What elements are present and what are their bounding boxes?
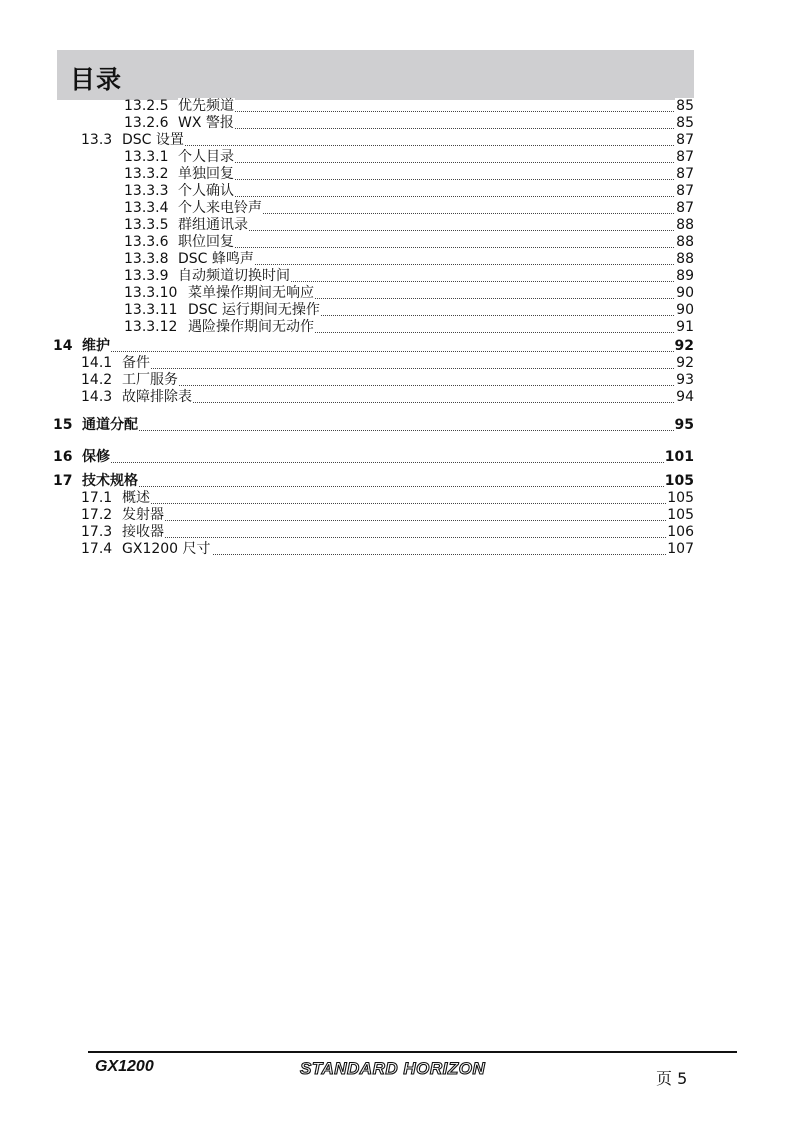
toc-entry-number: 13.3.8 (124, 251, 169, 267)
toc-entry-number: 13.3.11 (124, 302, 178, 318)
header-band (57, 50, 694, 100)
toc-entry[interactable] (0, 524, 791, 541)
toc-entry-number: 17.1 (81, 490, 113, 506)
toc-dot-leader (178, 150, 694, 163)
toc-entry[interactable] (0, 389, 791, 406)
toc-entry-title: 个人来电铃声 (178, 200, 262, 216)
toc-entry-page: 88 (676, 234, 694, 250)
toc-dot-leader (178, 235, 694, 248)
toc-entry-title: 概述 (122, 490, 150, 506)
toc-chapter-entry[interactable] (0, 473, 791, 490)
toc-entry-page: 106 (667, 524, 694, 540)
toc-entry-page: 88 (676, 251, 694, 267)
toc-entry-title: 遇险操作期间无动作 (188, 319, 314, 335)
toc-entry[interactable] (0, 372, 791, 389)
toc-entry-number: 14.2 (81, 372, 113, 388)
toc-dot-leader (122, 356, 694, 369)
toc-entry-title: 菜单操作期间无响应 (188, 285, 314, 301)
toc-entry-title: 个人目录 (178, 149, 234, 165)
toc-dot-leader (122, 491, 694, 504)
toc-entry-page: 85 (676, 98, 694, 114)
toc-entry-number: 13.3.5 (124, 217, 169, 233)
toc-entry-title: 保修 (82, 449, 110, 465)
toc-entry[interactable] (0, 302, 791, 319)
toc-entry-number: 13.3 (81, 132, 113, 148)
toc-entry-title: 备件 (122, 355, 150, 371)
toc-entry[interactable] (0, 507, 791, 524)
toc-entry-number: 13.3.3 (124, 183, 169, 199)
toc-entry-number: 14.3 (81, 389, 113, 405)
toc-dot-leader (82, 339, 694, 352)
toc-entry-number: 14.1 (81, 355, 113, 371)
toc-entry-page: 87 (676, 183, 694, 199)
toc-entry-page: 94 (676, 389, 694, 405)
toc-entry[interactable] (0, 355, 791, 372)
toc-entry[interactable] (0, 285, 791, 302)
toc-entry-page: 92 (674, 338, 694, 354)
toc-entry-number: 13.2.5 (124, 98, 169, 114)
toc-entry-number: 17 (53, 473, 73, 489)
toc-entry-title: 通道分配 (82, 417, 138, 433)
toc-entry-number: 13.3.6 (124, 234, 169, 250)
toc-entry-title: GX1200 尺寸 (122, 541, 211, 557)
toc-entry[interactable] (0, 268, 791, 285)
toc-entry-title: WX 警报 (178, 115, 234, 131)
toc-entry-number: 13.3.12 (124, 319, 178, 335)
toc-entry-page: 101 (664, 449, 694, 465)
toc-dot-leader (122, 508, 694, 521)
toc-entry[interactable] (0, 251, 791, 268)
toc-dot-leader (178, 218, 694, 231)
toc-entry-page: 90 (676, 302, 694, 318)
toc-entry-title: 故障排除表 (122, 389, 192, 405)
toc-entry[interactable] (0, 217, 791, 234)
toc-entry-number: 13.3.1 (124, 149, 169, 165)
footer-divider (88, 1051, 737, 1053)
toc-entry-number: 13.3.4 (124, 200, 169, 216)
toc-entry-title: 技术规格 (82, 473, 138, 489)
toc-entry-title: 职位回复 (178, 234, 234, 250)
toc-chapter-entry[interactable] (0, 417, 791, 434)
toc-entry-page: 91 (676, 319, 694, 335)
toc-entry-page: 95 (674, 417, 694, 433)
toc-entry-number: 17.2 (81, 507, 113, 523)
toc-entry-number: 16 (53, 449, 73, 465)
toc-entry[interactable] (0, 166, 791, 183)
toc-entry-page: 89 (676, 268, 694, 284)
footer-page-number: 页 5 (656, 1069, 688, 1088)
toc-dot-leader (178, 167, 694, 180)
toc-entry-title: 群组通讯录 (178, 217, 248, 233)
toc-entry-number: 13.3.10 (124, 285, 178, 301)
toc-entry-page: 105 (664, 473, 694, 489)
toc-entry-title: 维护 (82, 338, 110, 354)
toc-entry[interactable] (0, 149, 791, 166)
toc-entry-number: 13.3.2 (124, 166, 169, 182)
toc-entry-title: DSC 运行期间无操作 (188, 302, 320, 318)
toc-entry-page: 105 (667, 507, 694, 523)
toc-dot-leader (178, 116, 694, 129)
toc-entry-title: 自动频道切换时间 (178, 268, 290, 284)
toc-dot-leader (82, 474, 694, 487)
toc-entry-number: 13.2.6 (124, 115, 169, 131)
toc-entry-page: 93 (676, 372, 694, 388)
toc-entry[interactable] (0, 541, 791, 558)
toc-dot-leader (82, 450, 694, 463)
toc-entry-number: 17.3 (81, 524, 113, 540)
toc-entry-title: 个人确认 (178, 183, 234, 199)
toc-chapter-entry[interactable] (0, 449, 791, 466)
toc-entry-title: 接收器 (122, 524, 164, 540)
toc-dot-leader (178, 252, 694, 265)
toc-entry[interactable] (0, 115, 791, 132)
toc-entry[interactable] (0, 98, 791, 115)
toc-entry[interactable] (0, 490, 791, 507)
toc-entry-page: 87 (676, 166, 694, 182)
toc-chapter-entry[interactable] (0, 338, 791, 355)
toc-entry-title: 优先频道 (178, 98, 234, 114)
toc-dot-leader (122, 390, 694, 403)
footer-brand-logo: STANDARD HORIZON (300, 1059, 486, 1078)
toc-entry-page: 85 (676, 115, 694, 131)
footer-model-name: GX1200 (95, 1058, 154, 1075)
page-title: 目录 (70, 65, 123, 94)
toc-entry-page: 87 (676, 200, 694, 216)
toc-entry-number: 15 (53, 417, 73, 433)
toc-dot-leader (178, 99, 694, 112)
toc-dot-leader (122, 373, 694, 386)
toc-entry-page: 87 (676, 149, 694, 165)
toc-entry-number: 13.3.9 (124, 268, 169, 284)
toc-entry[interactable] (0, 132, 791, 149)
toc-entry-page: 87 (676, 132, 694, 148)
toc-entry[interactable] (0, 319, 791, 336)
toc-entry-page: 105 (667, 490, 694, 506)
toc-entry-title: 发射器 (122, 507, 164, 523)
toc-dot-leader (178, 184, 694, 197)
toc-entry-page: 90 (676, 285, 694, 301)
toc-entry-title: 单独回复 (178, 166, 234, 182)
toc-entry-page: 92 (676, 355, 694, 371)
toc-entry[interactable] (0, 234, 791, 251)
toc-dot-leader (122, 133, 694, 146)
toc-entry[interactable] (0, 200, 791, 217)
toc-entry-number: 14 (53, 338, 73, 354)
toc-entry-number: 17.4 (81, 541, 113, 557)
toc-dot-leader (82, 418, 694, 431)
toc-entry-title: DSC 设置 (122, 132, 184, 148)
toc-entry-page: 88 (676, 217, 694, 233)
toc-dot-leader (122, 525, 694, 538)
toc-entry[interactable] (0, 183, 791, 200)
toc-entry-title: 工厂服务 (122, 372, 178, 388)
toc-entry-page: 107 (667, 541, 694, 557)
toc-entry-title: DSC 蜂鸣声 (178, 251, 254, 267)
